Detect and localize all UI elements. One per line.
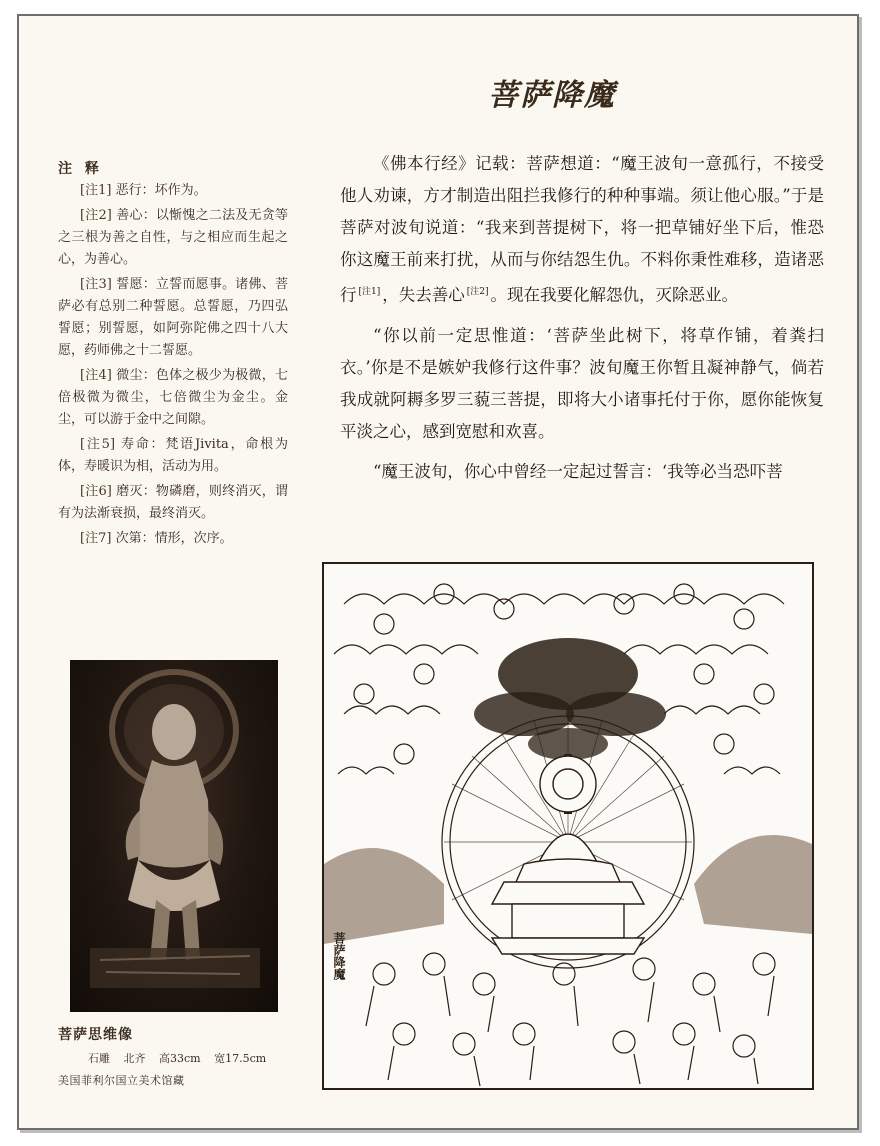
note-label: [注3] xyxy=(80,277,112,292)
woodblock-illustration xyxy=(322,562,814,1090)
note-item xyxy=(58,180,288,202)
note-label: [注2] xyxy=(80,208,112,223)
statue-figure xyxy=(70,660,278,1012)
caption-dynasty: 北齐 xyxy=(123,1052,146,1065)
note-label: [注7] xyxy=(80,531,112,546)
note-item xyxy=(58,205,288,271)
note-ref-2: [注2] xyxy=(466,287,489,297)
note-text: 磨灭：物磷磨，则终消灭，谓有为法渐衰损，最终消灭。 xyxy=(58,484,288,521)
note-label: [注1] xyxy=(80,183,112,198)
caption-title: 菩萨思维像 xyxy=(58,1027,133,1043)
paragraph-1 xyxy=(340,148,824,312)
notes-heading: 注 释 xyxy=(58,161,103,177)
caption-height: 高33cm xyxy=(159,1052,201,1065)
note-text: 恶行：坏作为。 xyxy=(115,183,207,198)
note-item xyxy=(58,274,288,362)
note-label: [注5] xyxy=(80,437,116,452)
main-text xyxy=(340,148,824,488)
note-label: [注4] xyxy=(80,368,112,383)
statue-caption xyxy=(58,1024,298,1088)
illustration-drawing xyxy=(324,564,812,1088)
note-item xyxy=(58,528,288,550)
caption-width: 宽17.5cm xyxy=(214,1052,267,1065)
note-text: 寿命：梵语Jivita，命根为体，寿暖识为相，活动为用。 xyxy=(58,437,288,474)
caption-details xyxy=(58,1050,298,1066)
caption-museum: 美国菲利尔国立美术馆藏 xyxy=(58,1074,185,1087)
paragraph-text: ，失去善心 xyxy=(382,285,465,305)
note-item xyxy=(58,481,288,525)
note-item xyxy=(58,434,288,478)
notes-section xyxy=(58,158,288,553)
paragraph-2: “你以前一定思惟道：‘菩萨坐此树下，将草作铺，着粪扫衣。’你是不是嫉妒我修行这件事？波旬魔王你暂且凝神静气，倘若我成就阿耨多罗三藐三菩提，即将大小诸事托付于你，愿你能恢复平淡之心，感到宽慰和欢喜。 xyxy=(340,325,824,441)
note-ref-1: [注1] xyxy=(358,287,381,297)
note-item xyxy=(58,365,288,431)
page-title: 菩萨降魔 xyxy=(488,78,616,113)
illustration-label: 菩萨降魔 xyxy=(332,932,346,980)
paragraph-text: 《佛本行经》记载：菩萨想道：“魔王波旬一意孤行，不接受他人劝谏，方才制造出阻拦我修行的种种事端。须让他心服。”于是菩萨对波旬说道：“我来到菩提树下，将一把草铺好坐下后，惟恐你这魔王前来打扰，从而与你结怨生仇。不料你秉性难移，造诸恶行 xyxy=(340,154,824,305)
note-label: [注6] xyxy=(80,484,112,499)
note-text: 微尘：色体之极少为极微，七倍极微为微尘，七倍微尘为金尘。金尘，可以游于金中之间隙。 xyxy=(58,368,288,427)
paragraph-3: “魔王波旬，你心中曾经一定起过誓言：‘我等必当恐吓菩 xyxy=(373,461,783,481)
statue-photo xyxy=(70,660,278,1012)
note-text: 次第：情形，次序。 xyxy=(115,531,233,546)
caption-material: 石雕 xyxy=(88,1052,110,1065)
note-text: 誓愿：立誓而愿事。诸佛、菩萨必有总别二种誓愿。总誓愿，乃四弘誓愿；别誓愿，如阿弥陀佛之四十八大愿，药师佛之十二誓愿。 xyxy=(58,277,288,358)
paragraph-text: 。现在我要化解怨仇，灭除恶业。 xyxy=(490,285,738,305)
note-text: 善心：以惭愧之二法及无贪等之三根为善之自性，与之相应而生起之心，为善心。 xyxy=(58,208,288,267)
